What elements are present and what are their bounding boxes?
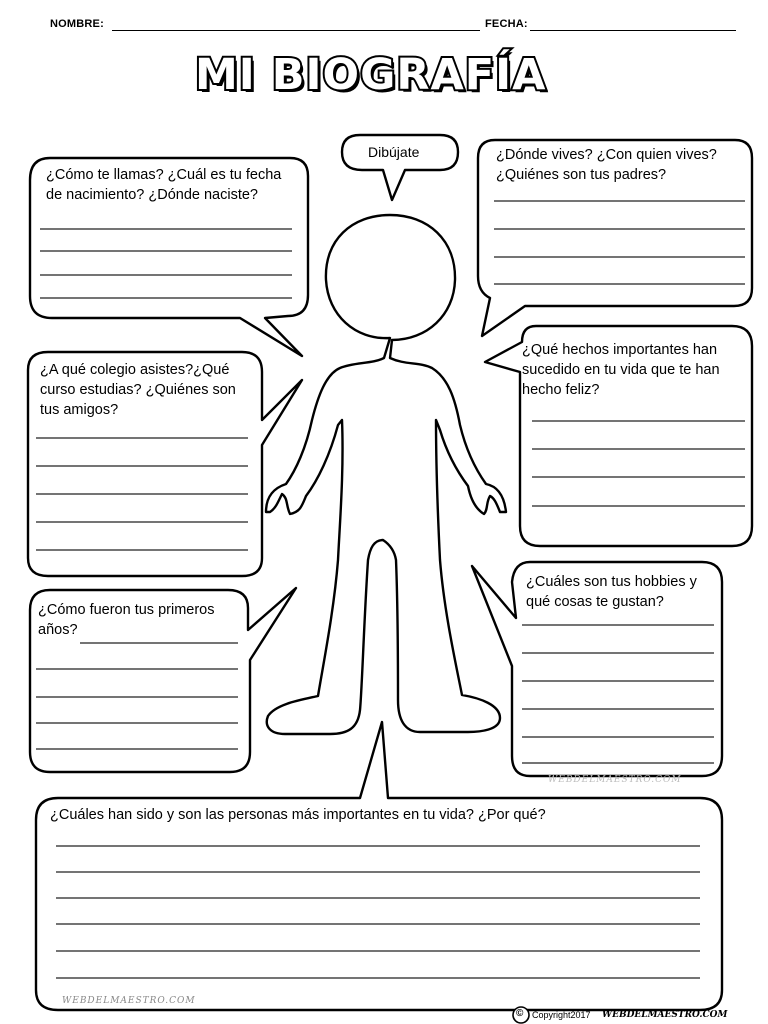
prompt-happy-events: ¿Qué hechos importantes han sucedido en tu vida que te han hecho feliz?: [522, 342, 720, 398]
prompt-important-people: ¿Cuáles han sido y son las personas más importantes en tu vida? ¿Por qué?: [50, 807, 546, 823]
footer-site[interactable]: WEBDELMAESTRO.COM: [602, 1010, 728, 1020]
prompt-early-years: ¿Cómo fueron tus primeros años?: [38, 602, 215, 638]
page-title: MI BIOGRAFÍA: [195, 50, 547, 100]
prompt-home: ¿Dónde vives? ¿Con quien vives? ¿Quiénes son tus padres?: [496, 147, 717, 183]
draw-prompt: Dibújate: [368, 144, 420, 160]
prompt-name-birth: ¿Cómo te llamas? ¿Cuál es tu fecha de nacimiento? ¿Dónde naciste?: [46, 167, 282, 203]
prompt-hobbies: ¿Cuáles son tus hobbies y qué cosas te gustan?: [526, 574, 697, 610]
watermark-middle: WEBDELMAESTRO.COM: [548, 775, 682, 785]
name-label: NOMBRE:: [50, 18, 104, 30]
prompt-school: ¿A qué colegio asistes?¿Qué curso estudias? ¿Quiénes son tus amigos?: [40, 362, 236, 418]
copyright-text: Copyright2017: [532, 1010, 591, 1020]
watermark-bottom: WEBDELMAESTRO.COM: [62, 996, 196, 1006]
date-label: FECHA:: [485, 18, 528, 30]
copyright-symbol: ©: [516, 1008, 524, 1019]
